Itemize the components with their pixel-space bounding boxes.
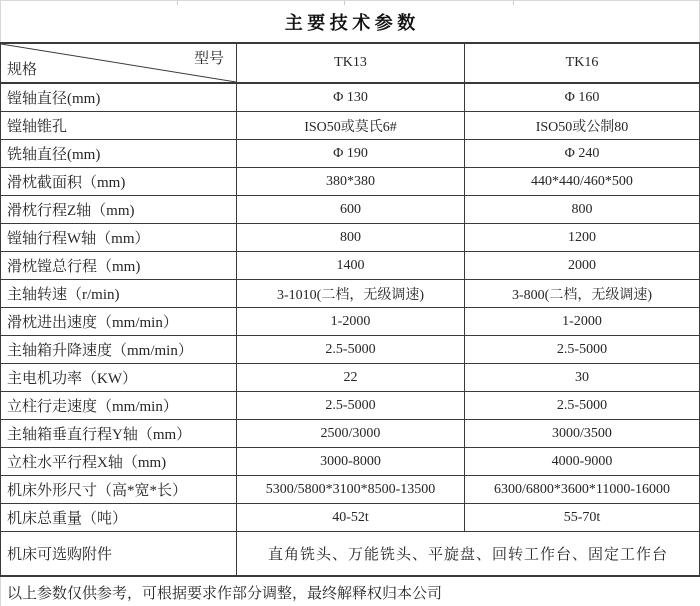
cell-tk13: 1400 (237, 252, 465, 279)
cell-tk13: 2.5-5000 (237, 392, 465, 419)
table-row (1, 112, 699, 140)
table-row (1, 392, 699, 420)
row-label: 铣轴直径(mm) (1, 140, 237, 167)
table-row (1, 308, 699, 336)
cell-tk16: 2.5-5000 (556, 397, 608, 413)
cell-tk13: 380*380 (237, 168, 465, 195)
table-row (1, 476, 699, 504)
cell-tk16: 3-800(二档，无级调速) (512, 287, 652, 303)
cell-tk16: ISO50或公制80 (535, 119, 629, 135)
title-bar (0, 0, 700, 42)
cell-tk16: 1-2000 (562, 313, 602, 329)
cell-tk13: ISO50或莫氏6# (237, 112, 465, 139)
table-row (1, 252, 699, 280)
cell-tk16: Φ 240 (564, 145, 600, 161)
row-label: 滑枕行程Z轴（mm) (1, 196, 237, 223)
cell-tk16: 800 (571, 201, 593, 217)
gridline-tick (513, 1, 514, 5)
cell-tk13: 5300/5800*3100*8500-13500 (237, 476, 465, 503)
row-label: 主轴转速（r/min) (1, 280, 237, 307)
table-row (1, 364, 699, 392)
cell-tk13: 3-1010(二档，无级调速) (237, 280, 465, 307)
row-label: 主电机功率（KW） (1, 364, 237, 391)
accessories-label: 机床可选购附件 (1, 532, 237, 575)
spec-label: 规格 (7, 62, 38, 78)
accessories-row (1, 532, 699, 575)
row-label: 立柱水平行程X轴（mm) (1, 448, 237, 475)
cell-tk16: 1200 (568, 229, 596, 245)
row-label: 镗轴锥孔 (1, 112, 237, 139)
spec-table (0, 42, 700, 577)
table-header-row (1, 44, 699, 84)
cell-tk13: Φ 130 (237, 84, 465, 111)
cell-tk16: 55-70t (563, 509, 601, 525)
table-row (1, 224, 699, 252)
table-row (1, 84, 699, 112)
cell-tk16: 2000 (568, 257, 596, 273)
cell-tk13: 600 (237, 196, 465, 223)
cell-tk13: 800 (237, 224, 465, 251)
row-label: 主轴箱升降速度（mm/min） (1, 336, 237, 363)
row-label: 镗轴直径(mm) (1, 84, 237, 111)
cell-tk13: 40-52t (237, 504, 465, 531)
table-row (1, 420, 699, 448)
row-label: 机床总重量（吨） (1, 504, 237, 531)
table-row (1, 168, 699, 196)
column-header-tk13: TK13 (237, 44, 465, 82)
cell-tk16: 440*440/460*500 (531, 173, 633, 189)
row-label: 滑枕镗总行程（mm) (1, 252, 237, 279)
page-title: 主 要 技 术 参 数 (284, 12, 416, 33)
cell-tk13: Φ 190 (237, 140, 465, 167)
row-label: 滑枕进出速度（mm/min） (1, 308, 237, 335)
row-label: 机床外形尺寸（高*宽*长） (1, 476, 237, 503)
row-label: 立柱行走速度（mm/min） (1, 392, 237, 419)
spec-model-header-cell (1, 44, 237, 82)
cell-tk16: Φ 160 (564, 89, 600, 105)
row-label: 镗轴行程W轴（mm） (1, 224, 237, 251)
accessories-value: 直角铣头、万能铣头、平旋盘、回转工作台、固定工作台 (267, 547, 668, 563)
table-row (1, 280, 699, 308)
cell-tk16: 3000/3500 (552, 425, 612, 441)
row-label: 滑枕截面积（mm) (1, 168, 237, 195)
table-row (1, 448, 699, 476)
cell-tk16: 30 (575, 369, 589, 385)
footer-note: 以上参数仅供参考，可根据要求作部分调整，最终解释权归本公司 (0, 577, 700, 606)
table-row (1, 504, 699, 532)
table-row (1, 336, 699, 364)
column-header-tk16: TK16 (565, 55, 599, 70)
gridline-tick (344, 1, 345, 5)
table-row (1, 196, 699, 224)
cell-tk16: 2.5-5000 (556, 341, 608, 357)
model-label: 型号 (193, 51, 224, 67)
row-label: 主轴箱垂直行程Y轴（mm） (1, 420, 237, 447)
cell-tk16: 4000-9000 (551, 453, 613, 469)
cell-tk13: 22 (237, 364, 465, 391)
cell-tk13: 2500/3000 (237, 420, 465, 447)
cell-tk13: 1-2000 (237, 308, 465, 335)
gridline-tick (177, 1, 178, 5)
cell-tk13: 2.5-5000 (237, 336, 465, 363)
table-row (1, 140, 699, 168)
cell-tk16: 6300/6800*3600*11000-16000 (493, 481, 671, 497)
table-rows (1, 84, 699, 532)
cell-tk13: 3000-8000 (237, 448, 465, 475)
